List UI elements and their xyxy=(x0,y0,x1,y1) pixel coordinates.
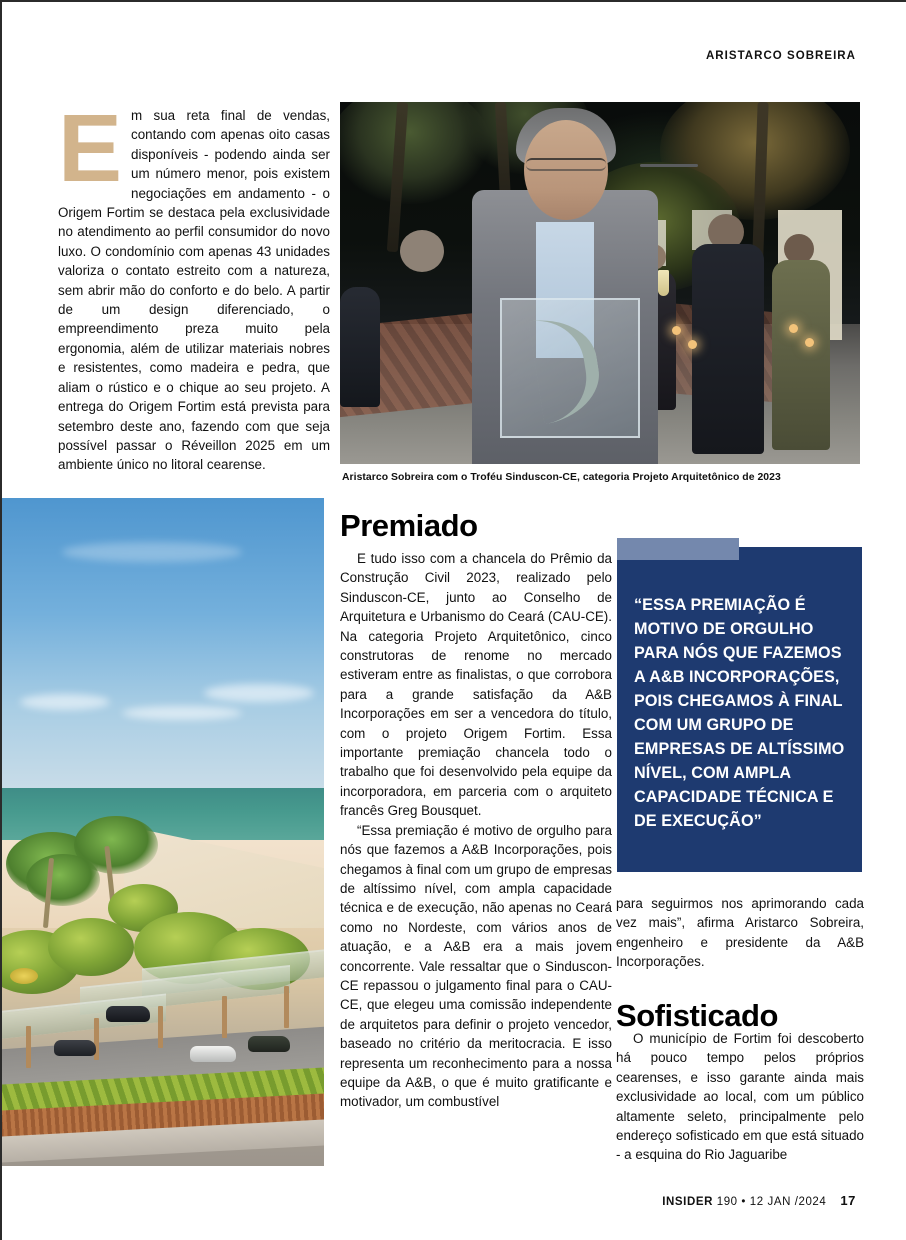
pull-quote-text: “ESSA PREMIAÇÃO É MOTIVO DE ORGULHO PARA NÓS QUE FAZEMOS A A&B INCORPORAÇÕES, POIS CHEGAMOS À FINAL COM UM GRUPO DE EMPRESAS DE ALTÍSSIMO NÍVEL, COM AMPLA CAPACIDADE TÉCNICA E DE EXECUÇÃO” xyxy=(634,596,845,830)
cloud xyxy=(122,706,242,720)
candle-light xyxy=(672,326,681,335)
section-heading-sofisticado: Sofisticado xyxy=(616,998,778,1033)
magazine-brand: INSIDER xyxy=(662,1196,713,1208)
candle-light xyxy=(789,324,798,333)
flower-bed xyxy=(10,968,38,984)
article-paragraph: E tudo isso com a chancela do Prêmio da Construção Civil 2023, realizado pelo Sinduscon-CE, junto ao Conselho de Arquitetura e Urbanismo do Ceará (CAU-CE). Na categoria Projeto Arquitetônico, cinco construtoras de renome no mercado estiveram entre as finalistas, o que corrobora para a grande satisfação da A&B Incorporações em ser a vencedora do título, com o projeto Origem Fortim. Essa importante premiação chancela todo o trabalho que foi desenvolvido pela equipe da incorporadora, em parceria com o arquiteto francês Greg Bousquet. xyxy=(340,551,612,819)
parked-car xyxy=(190,1046,236,1062)
cloud xyxy=(204,684,314,702)
article-paragraph: m sua reta final de vendas, contando com apenas oito casas disponíveis - podendo ainda ser um número menor, pois existem negociações em andamento - o Origem Fortim se destaca pela exclusividade no atendimento ao perfil consumidor do novo luxo. O condomínio com apenas 43 unidades valoriza o contato estreito com a natureza, sem abrir mão do conforto e do belo. A partir de um design diferenciado, o empreendimento preza muito pela ergonomia, além de utilizar materiais nobres e resistentes, como madeira e pedra, que aliam o rústico e o chique ao seu projeto. A entrega do Origem Fortim está prevista para setembro deste ano, fazendo com que seja possível passar o Réveillon 2025 em um ambiente único no litoral cearense. xyxy=(58,108,330,473)
article-column-1 xyxy=(58,95,330,475)
article-paragraph: “Essa premiação é motivo de orgulho para nós que fazemos a A&B Incorporações, pois chegamos à final com um grupo de empresas de altíssimo nível, com ampla capacidade técnica e de execução, não apenas no Ceará como no Nordeste, com vários anos de atuação, e a A&B era a mais jovem concorrente. Vale ressaltar que o Sinduscon-CE repassou o julgamento final para o CAU-CE, que elegeu uma comissão independente de arquitetos para definir o projeto vencedor, baseado no critério da meritocracia. E isso representa um reconhecimento para a nossa equipe da A&B, o que é muito gratificante e motivador, um combustível xyxy=(340,822,612,1110)
parked-car xyxy=(248,1036,290,1052)
pull-quote-accent-bar xyxy=(617,538,739,560)
candle-light xyxy=(805,338,814,347)
streetlight xyxy=(640,164,698,167)
palm-foliage-icon xyxy=(26,854,100,906)
drop-cap: E xyxy=(58,95,123,202)
hero-photo-event-trophy xyxy=(340,102,860,464)
article-paragraph: O município de Fortim foi descoberto há pouco tempo pelos próprios cearenses, e isso garante ainda mais exclusividade ao local, com um público altamente seleto, principalmente pelo endereço sofisticado em que está situado - a esquina do Rio Jaguaribe xyxy=(616,1031,864,1163)
guest-figure-dark-suit xyxy=(692,244,764,454)
footer-brand-issue xyxy=(662,1196,826,1208)
render-photo-beach-project xyxy=(2,498,324,1166)
eyeglasses-icon xyxy=(526,158,606,171)
tree-canopy xyxy=(48,918,134,976)
article-paragraph: para seguirmos nos aprimorando cada vez mais”, afirma Aristarco Sobreira, engenheiro e presidente da A&B Incorporações. xyxy=(616,896,864,970)
carport-post xyxy=(222,996,227,1038)
wine-glass-icon xyxy=(658,270,669,296)
page-footer xyxy=(662,1193,856,1208)
section-heading-premiado: Premiado xyxy=(340,508,478,543)
cloud xyxy=(20,694,110,710)
article-column-4 xyxy=(616,1029,864,1165)
running-header: ARISTARCO SOBREIRA xyxy=(705,50,856,62)
parked-car xyxy=(106,1006,150,1022)
guest-figure-olive xyxy=(772,260,830,450)
carport-post xyxy=(158,1006,163,1048)
carport-post xyxy=(26,1026,31,1068)
carport-post xyxy=(284,986,289,1028)
pull-quote-box xyxy=(617,547,862,872)
page-number: 17 xyxy=(840,1193,856,1208)
photo-caption: Aristarco Sobreira com o Troféu Sinduscon-CE, categoria Projeto Arquitetônico de 2023 xyxy=(342,472,781,483)
guest-figure-blue-suit xyxy=(376,252,468,464)
cloud xyxy=(62,542,242,562)
parked-car xyxy=(54,1040,96,1056)
issue-info: 190 • 12 JAN /2024 xyxy=(716,1196,827,1208)
candle-light xyxy=(688,340,697,349)
article-column-3 xyxy=(616,894,864,972)
article-column-2 xyxy=(340,549,612,1112)
guest-figure xyxy=(340,287,380,407)
